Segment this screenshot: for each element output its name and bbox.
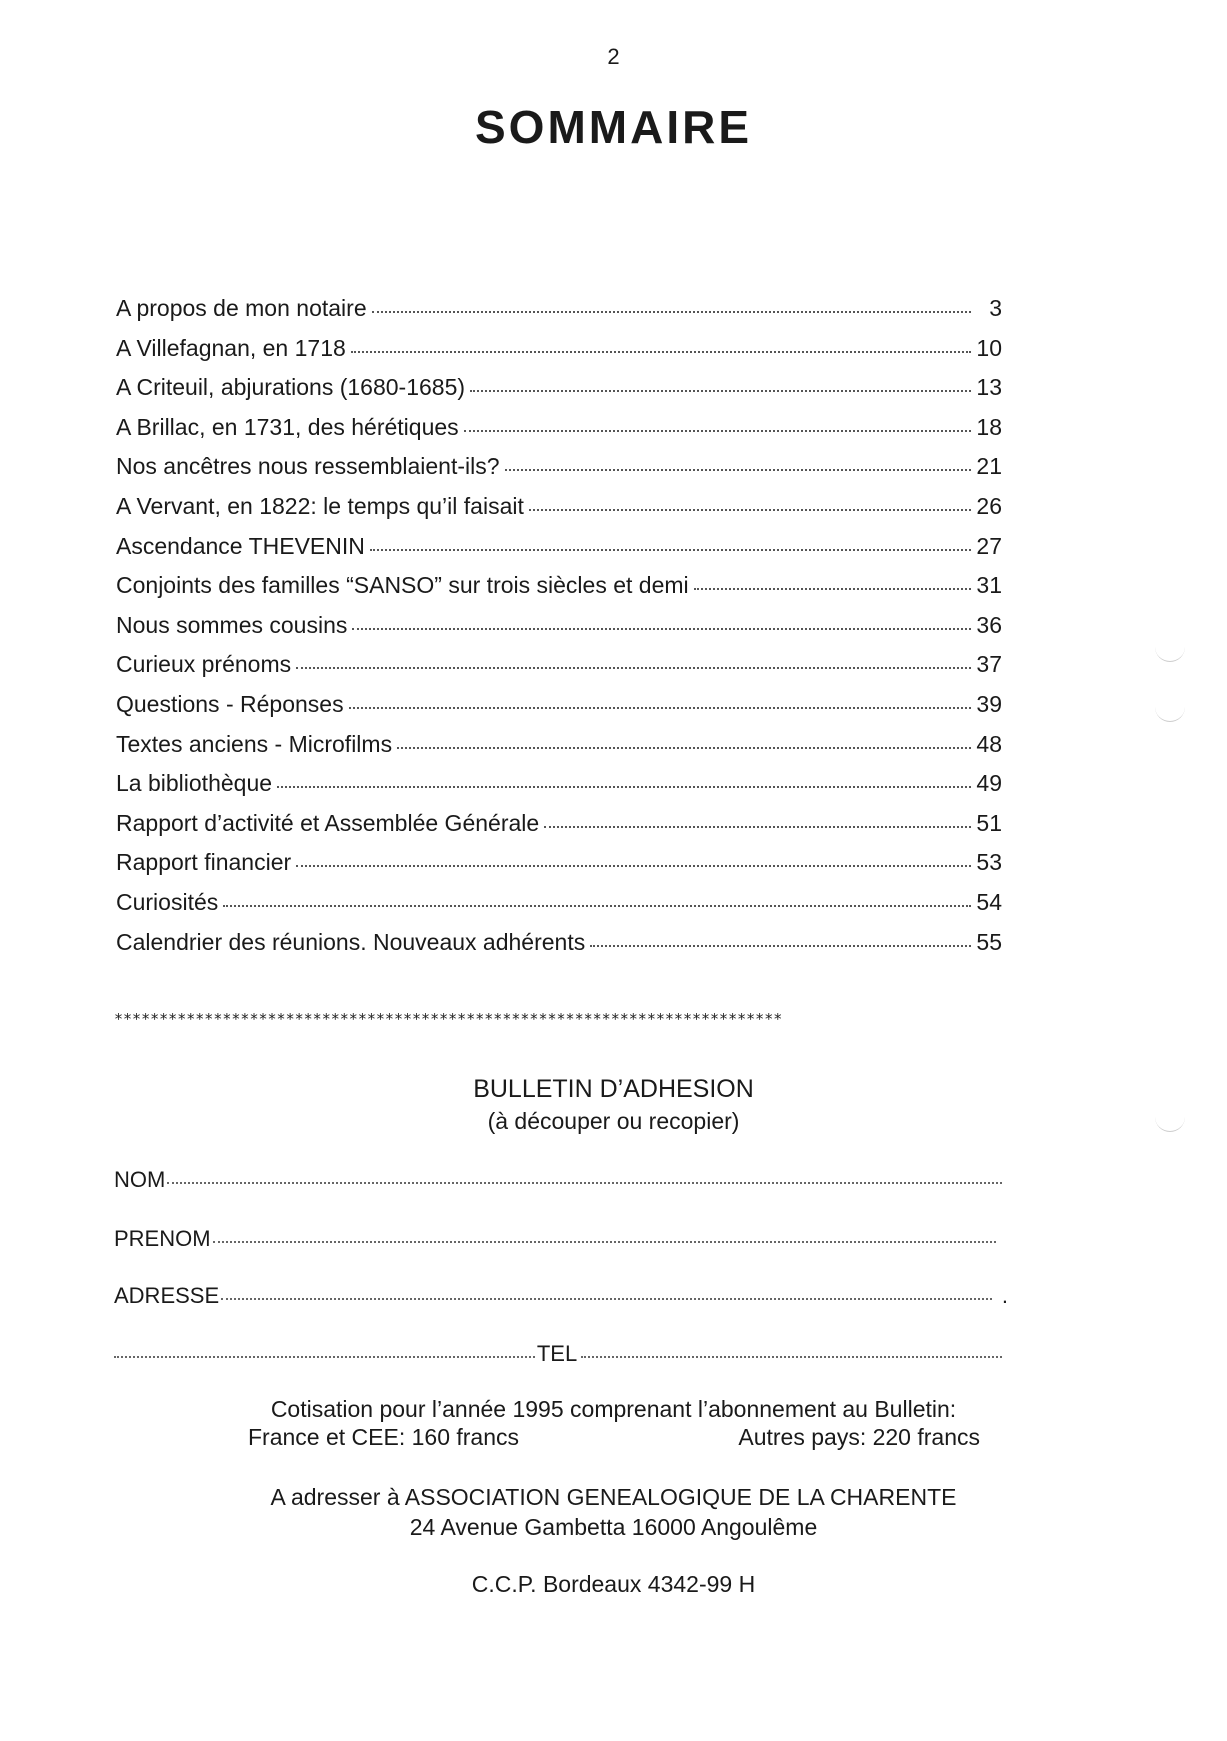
dues-text: Cotisation pour l’année 1995 comprenant l’abonnement au Bulletin: [270,1396,957,1422]
toc-row [116,453,1002,493]
toc-label: Nous sommes cousins [116,611,348,638]
toc-page-number: 53 [976,849,1002,876]
toc-label: Calendrier des réunions. Nouveaux adhérents [116,928,586,955]
toc-page-number: 54 [976,888,1002,915]
nom-label: NOM [114,1167,166,1192]
prenom-field[interactable] [114,1226,996,1252]
toc-page-number: 10 [976,334,1002,361]
toc-row [116,335,1002,375]
toc-page-number: 18 [976,413,1002,440]
toc-page-number: 55 [976,928,1002,955]
toc-page-number: 27 [976,532,1002,559]
adresse-field[interactable] [114,1283,1008,1309]
form-subtitle: (à découper ou recopier) [487,1108,740,1134]
dues-prices [248,1424,980,1451]
adresse-line-2[interactable] [114,1356,535,1358]
toc-dot-leader [464,430,971,432]
tel-line[interactable] [581,1356,1002,1358]
toc-dot-leader [352,628,971,630]
address-line-1: A adresser à ASSOCIATION GENEALOGIQUE DE LA CHARENTE [270,1484,957,1510]
toc-row [116,295,1002,335]
toc-label: A Criteuil, abjurations (1680-1685) [116,374,466,401]
toc-label: Textes anciens - Microfilms [116,730,393,757]
tel-label: TEL [536,1341,578,1366]
adresse-end: . [1001,1283,1008,1308]
toc-page-number: 31 [976,572,1002,599]
toc-dot-leader [694,588,971,590]
toc-label: A Vervant, en 1822: le temps qu’il faisait [116,492,524,519]
tel-field[interactable] [114,1341,1002,1367]
adresse-label: ADRESSE [114,1283,220,1308]
toc-label: Curieux prénoms [116,651,292,678]
table-of-contents [116,295,1002,968]
toc-row [116,889,1002,929]
toc-page-number: 21 [976,453,1002,480]
toc-dot-leader [505,469,971,471]
toc-page-number: 37 [976,651,1002,678]
toc-dot-leader [544,826,971,828]
toc-dot-leader [351,351,971,353]
toc-label: A Villefagnan, en 1718 [116,334,346,361]
toc-dot-leader [397,747,971,749]
toc-row [116,414,1002,454]
toc-label: La bibliothèque [116,770,273,797]
toc-page-number: 48 [976,730,1002,757]
toc-page-number: 13 [976,374,1002,401]
toc-dot-leader [277,786,971,788]
toc-label: Nos ancêtres nous ressemblaient-ils? [116,453,500,480]
dues-france: France et CEE: 160 francs [248,1424,520,1450]
toc-row [116,731,1002,771]
toc-dot-leader [223,905,971,907]
toc-label: Rapport financier [116,849,292,876]
toc-dot-leader [296,667,971,669]
toc-row [116,849,1002,889]
toc-row [116,929,1002,969]
punch-hole-mark [1155,647,1185,662]
toc-dot-leader [590,945,971,947]
toc-row [116,493,1002,533]
toc-dot-leader [470,390,971,392]
address-line-2: 24 Avenue Gambetta 16000 Angoulême [409,1514,818,1540]
toc-label: Curiosités [116,888,219,915]
toc-row [116,651,1002,691]
toc-label: Rapport d’activité et Assemblée Générale [116,809,540,836]
ccp-line: C.C.P. Bordeaux 4342-99 H [471,1571,756,1597]
toc-dot-leader [372,311,971,313]
toc-page-number: 39 [976,690,1002,717]
toc-row [116,810,1002,850]
toc-dot-leader [370,549,971,551]
page-number: 2 [607,44,620,69]
page-title: SOMMAIRE [475,101,752,153]
toc-page-number: 51 [976,809,1002,836]
toc-dot-leader [296,865,971,867]
toc-page-number: 49 [976,770,1002,797]
prenom-label: PRENOM [114,1226,211,1251]
toc-label: A propos de mon notaire [116,295,367,321]
toc-label: Questions - Réponses [116,690,344,717]
punch-hole-mark [1155,707,1185,722]
toc-label: Ascendance THEVENIN [116,532,365,559]
toc-row [116,612,1002,652]
toc-dot-leader [349,707,971,709]
toc-row [116,770,1002,810]
toc-row [116,374,1002,414]
toc-row [116,691,1002,731]
toc-row [116,533,1002,573]
prenom-line[interactable] [213,1241,996,1243]
nom-line[interactable] [167,1182,1002,1184]
nom-field[interactable] [114,1167,1002,1193]
adresse-line[interactable] [221,1298,992,1300]
separator-stars: ************************************************************************** [114,1010,783,1028]
dues-other: Autres pays: 220 francs [738,1424,980,1450]
toc-label: A Brillac, en 1731, des hérétiques [116,413,459,440]
toc-row [116,572,1002,612]
toc-page-number: 36 [976,611,1002,638]
toc-page-number: 26 [976,492,1002,519]
toc-page-number: 3 [989,295,1002,321]
toc-label: Conjoints des familles “SANSO” sur trois siècles et demi [116,572,689,599]
form-title: BULLETIN D’ADHESION [473,1075,754,1103]
toc-dot-leader [529,509,971,511]
